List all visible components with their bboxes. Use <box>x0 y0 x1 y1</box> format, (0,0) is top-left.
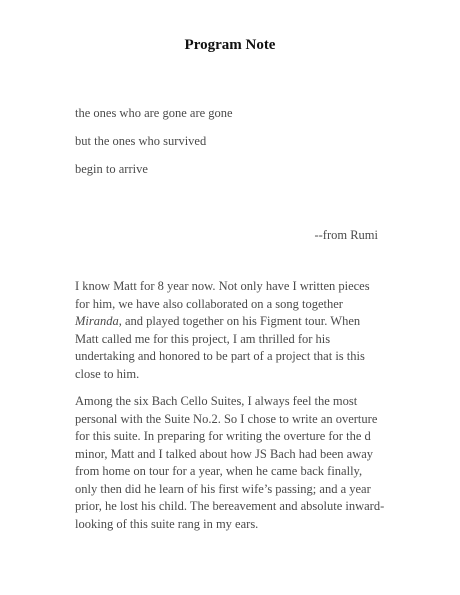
paragraph-2: Among the six Bach Cello Suites, I always feel the most personal with the Suite No.2. So I chose to write an overture for this suite. In preparing for writing the overture for the d minor, Matt and I talked about how JS Bach had been away from home on tour for a year, when he came back finally, only then did he learn of his first wife’s passing; and a year prior, he lost his child. The bereavement and absolute inward-looking of this suite rang in my ears. <box>75 394 385 531</box>
paragraph-1-text-end: , and played together on his Figment tour. When Matt called me for this project, I am thrilled for his undertaking and honored to be part of a project that is this close to him. <box>75 314 365 381</box>
paragraph-1 <box>75 278 385 383</box>
poem-line: begin to arrive <box>75 162 148 176</box>
poem-line: the ones who are gone are gone <box>75 106 233 120</box>
paragraph-1-text-start: I know Matt for 8 year now. Not only have I written pieces for him, we have also collaborated on a song together <box>75 279 370 311</box>
poem-epigraph <box>75 105 395 189</box>
poem-line: but the ones who survived <box>75 134 207 148</box>
program-note-body <box>75 278 385 543</box>
poem-attribution: --from Rumi <box>314 228 378 242</box>
page-title: Program Note <box>184 37 276 53</box>
song-title: Miranda <box>75 314 119 328</box>
